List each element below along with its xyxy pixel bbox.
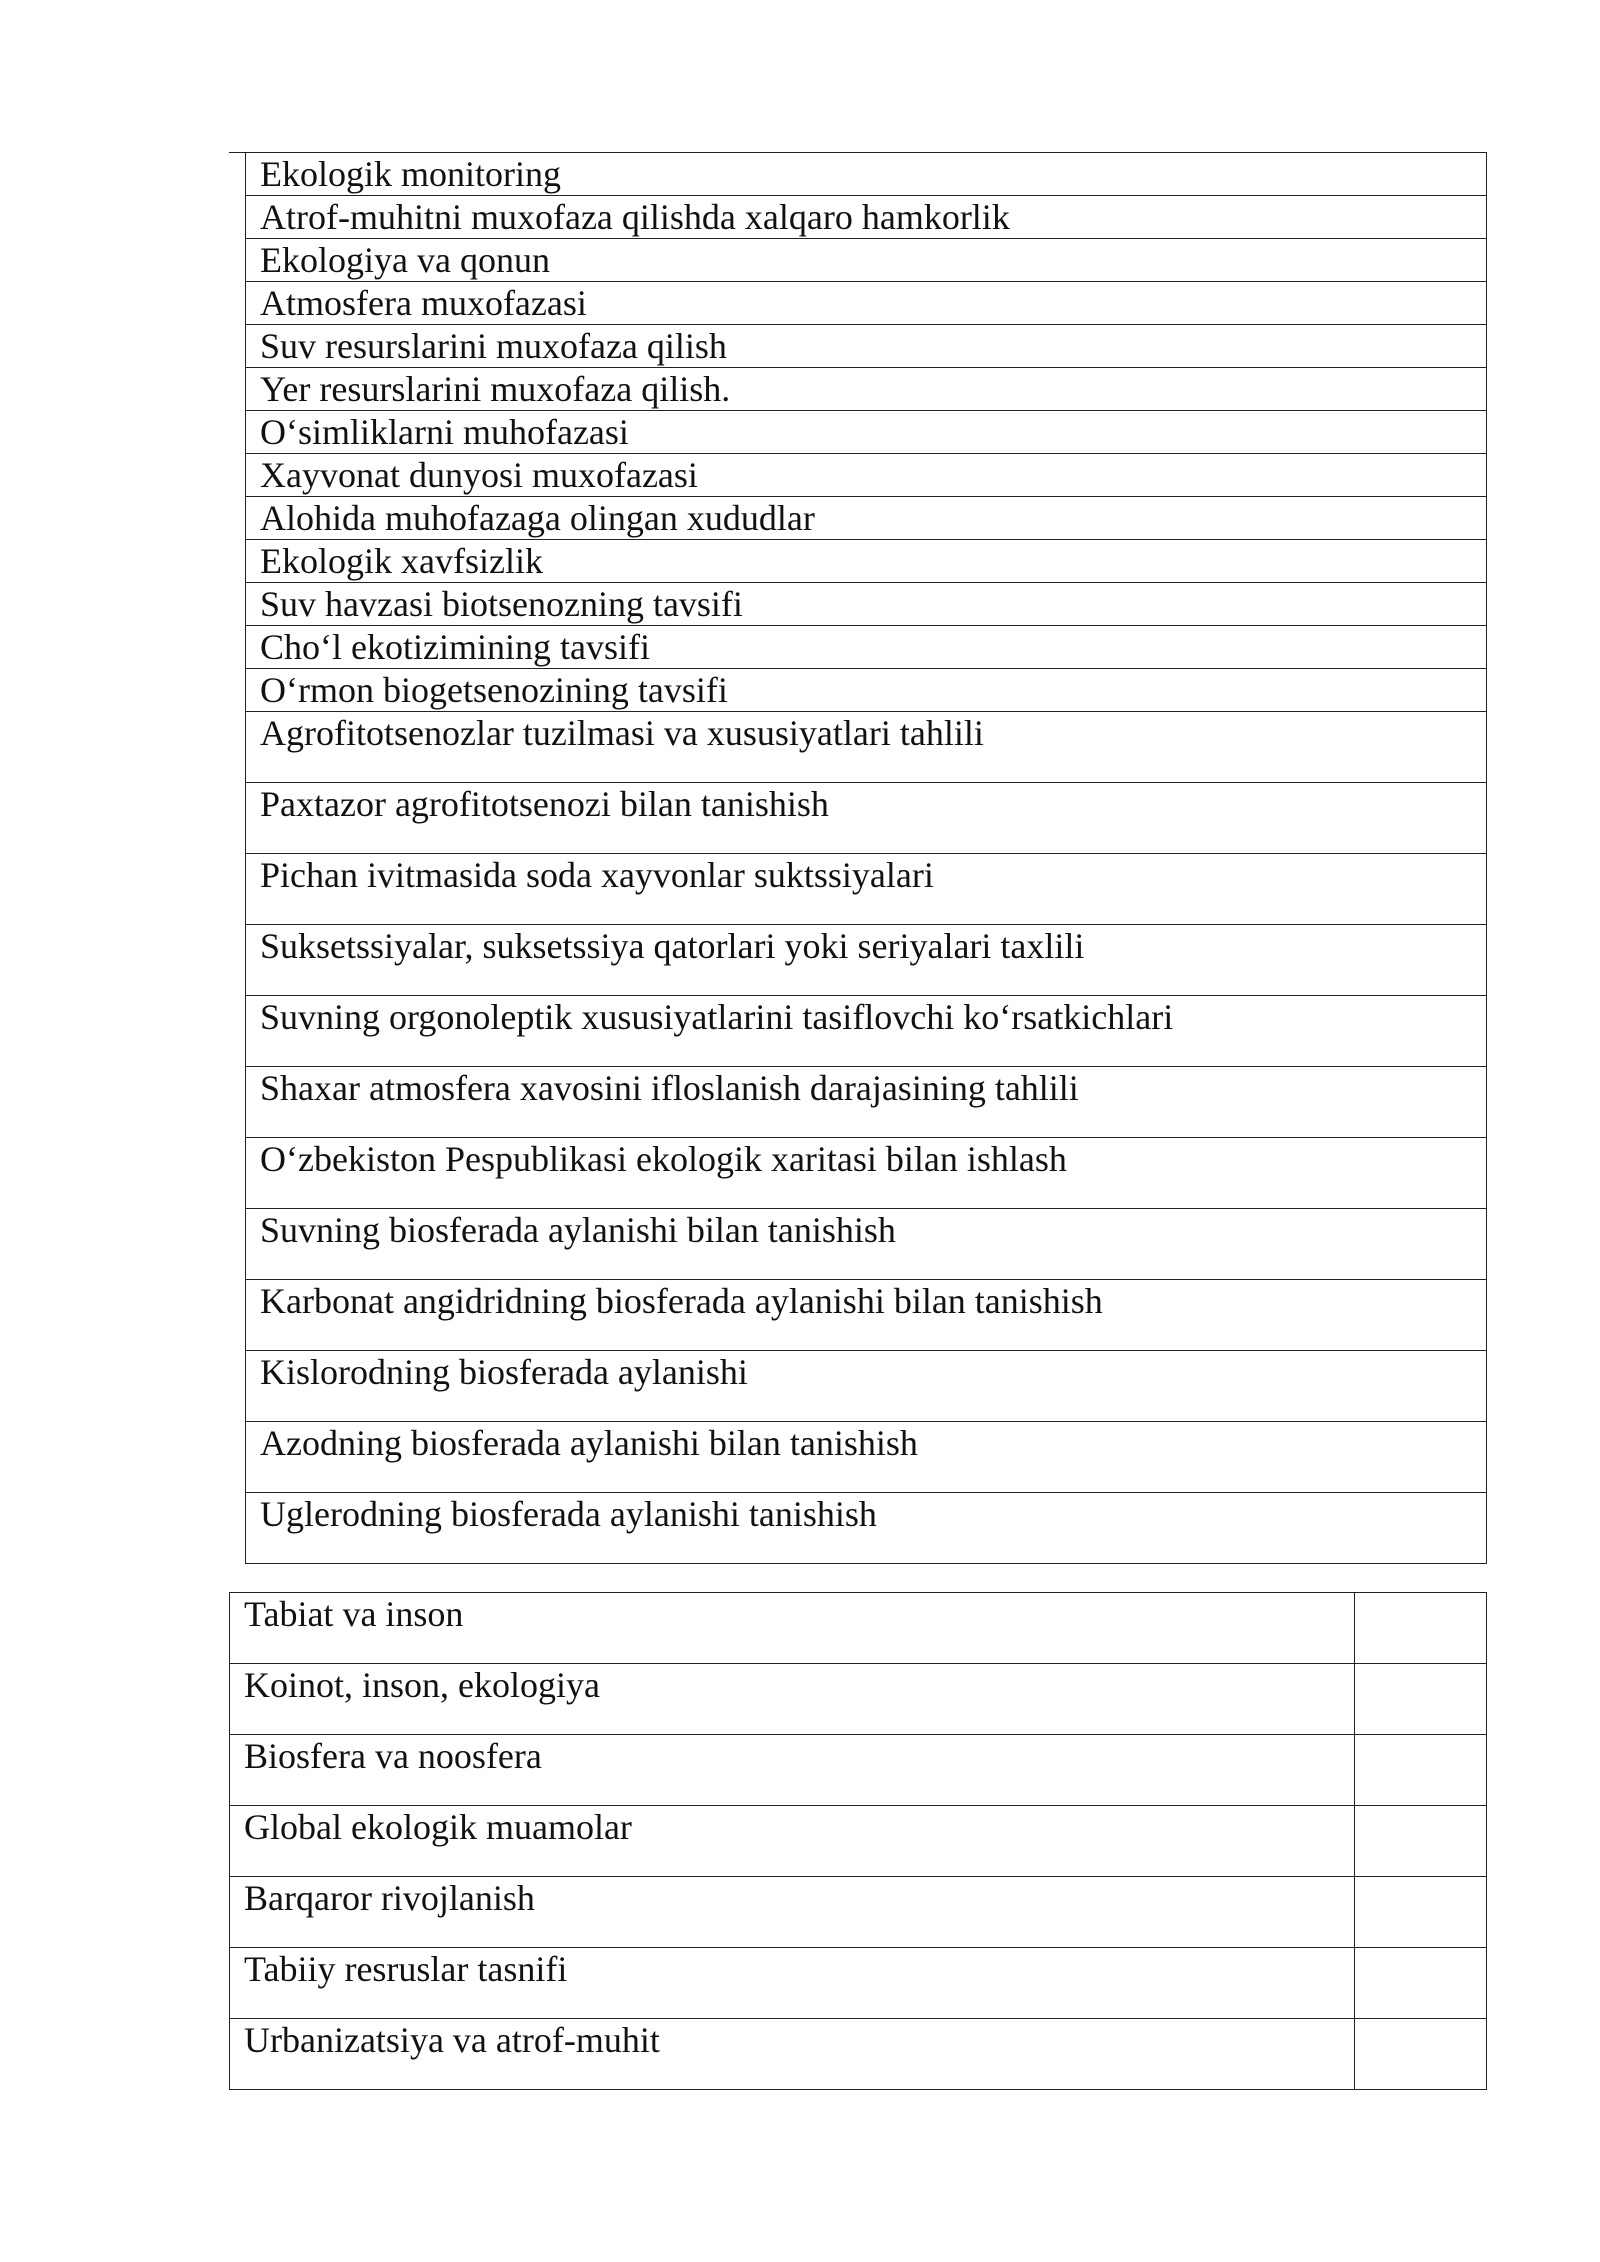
table-cell: Tabiiy resruslar tasnifi <box>230 1948 1355 2019</box>
table-row <box>230 1948 1487 2019</box>
table-row <box>246 325 1487 368</box>
table-row <box>246 1209 1487 1280</box>
table-row <box>246 783 1487 854</box>
table-row <box>230 1735 1487 1806</box>
empty-cell <box>1355 1877 1487 1948</box>
table-row <box>246 497 1487 540</box>
table-cell: Ekologiya va qonun <box>246 239 1487 282</box>
table-row <box>246 196 1487 239</box>
table-row <box>246 925 1487 996</box>
table-cell: Cho‘l ekotizimining tavsifi <box>246 626 1487 669</box>
empty-cell <box>1355 1806 1487 1877</box>
table-cell: Kislorodning biosferada aylanishi <box>246 1351 1487 1422</box>
table-cell: Koinot, inson, ekologiya <box>230 1664 1355 1735</box>
table-row <box>246 712 1487 783</box>
table-cell: Shaxar atmosfera xavosini ifloslanish darajasining tahlili <box>246 1067 1487 1138</box>
table-row <box>246 583 1487 626</box>
table-row <box>246 1067 1487 1138</box>
table-row <box>246 239 1487 282</box>
table-row <box>230 1593 1487 1664</box>
table-cell: Suv resurslarini muxofaza qilish <box>246 325 1487 368</box>
table-row <box>246 996 1487 1067</box>
table-cell: Xayvonat dunyosi muxofazasi <box>246 454 1487 497</box>
table-row <box>246 153 1487 196</box>
table-cell: Atmosfera muxofazasi <box>246 282 1487 325</box>
table-cell: Ekologik monitoring <box>246 153 1487 196</box>
table-row <box>246 626 1487 669</box>
table-cell: Paxtazor agrofitotsenozi bilan tanishish <box>246 783 1487 854</box>
table-row <box>230 1877 1487 1948</box>
table-cell: Urbanizatsiya va atrof-muhit <box>230 2019 1355 2090</box>
table-cell: Biosfera va noosfera <box>230 1735 1355 1806</box>
table-row <box>246 1422 1487 1493</box>
table-row <box>246 1280 1487 1351</box>
table-row <box>246 368 1487 411</box>
table-cell: Tabiat va inson <box>230 1593 1355 1664</box>
table-row <box>230 1664 1487 1735</box>
table-cell: Ekologik xavfsizlik <box>246 540 1487 583</box>
empty-cell <box>1355 1948 1487 2019</box>
table-row <box>246 854 1487 925</box>
empty-cell <box>1355 1593 1487 1664</box>
table-cell: Suvning orgonoleptik xususiyatlarini tasiflovchi ko‘rsatkichlari <box>246 996 1487 1067</box>
empty-cell <box>1355 2019 1487 2090</box>
table-row <box>246 1138 1487 1209</box>
table-cell: O‘zbekiston Pespublikasi ekologik xaritasi bilan ishlash <box>246 1138 1487 1209</box>
table-row <box>246 411 1487 454</box>
table-cell: Agrofitotsenozlar tuzilmasi va xususiyatlari tahlili <box>246 712 1487 783</box>
topics-table-lower <box>229 1592 1487 2090</box>
table-cell: Suvning biosferada aylanishi bilan tanishish <box>246 1209 1487 1280</box>
table-cell: O‘rmon biogetsenozining tavsifi <box>246 669 1487 712</box>
table-row <box>246 669 1487 712</box>
table-row <box>246 1351 1487 1422</box>
topics-table-upper <box>245 152 1487 1564</box>
table-row <box>246 282 1487 325</box>
empty-cell <box>1355 1735 1487 1806</box>
table-row <box>246 540 1487 583</box>
table-cell: Atrof-muhitni muxofaza qilishda xalqaro hamkorlik <box>246 196 1487 239</box>
table-edge-tick <box>229 152 245 153</box>
empty-cell <box>1355 1664 1487 1735</box>
table-cell: Uglerodning biosferada aylanishi tanishish <box>246 1493 1487 1564</box>
table-cell: O‘simliklarni muhofazasi <box>246 411 1487 454</box>
table-cell: Suv havzasi biotsenozning tavsifi <box>246 583 1487 626</box>
table-row <box>230 1806 1487 1877</box>
table-row <box>246 454 1487 497</box>
table-cell: Azodning biosferada aylanishi bilan tanishish <box>246 1422 1487 1493</box>
table-cell: Suksetssiyalar, suksetssiya qatorlari yoki seriyalari taxlili <box>246 925 1487 996</box>
table-cell: Yer resurslarini muxofaza qilish. <box>246 368 1487 411</box>
table-row <box>230 2019 1487 2090</box>
table-cell: Alohida muhofazaga olingan xududlar <box>246 497 1487 540</box>
table-cell: Barqaror rivojlanish <box>230 1877 1355 1948</box>
table-cell: Pichan ivitmasida soda xayvonlar suktssiyalari <box>246 854 1487 925</box>
table-cell: Global ekologik muamolar <box>230 1806 1355 1877</box>
table-cell: Karbonat angidridning biosferada aylanishi bilan tanishish <box>246 1280 1487 1351</box>
table-row <box>246 1493 1487 1564</box>
